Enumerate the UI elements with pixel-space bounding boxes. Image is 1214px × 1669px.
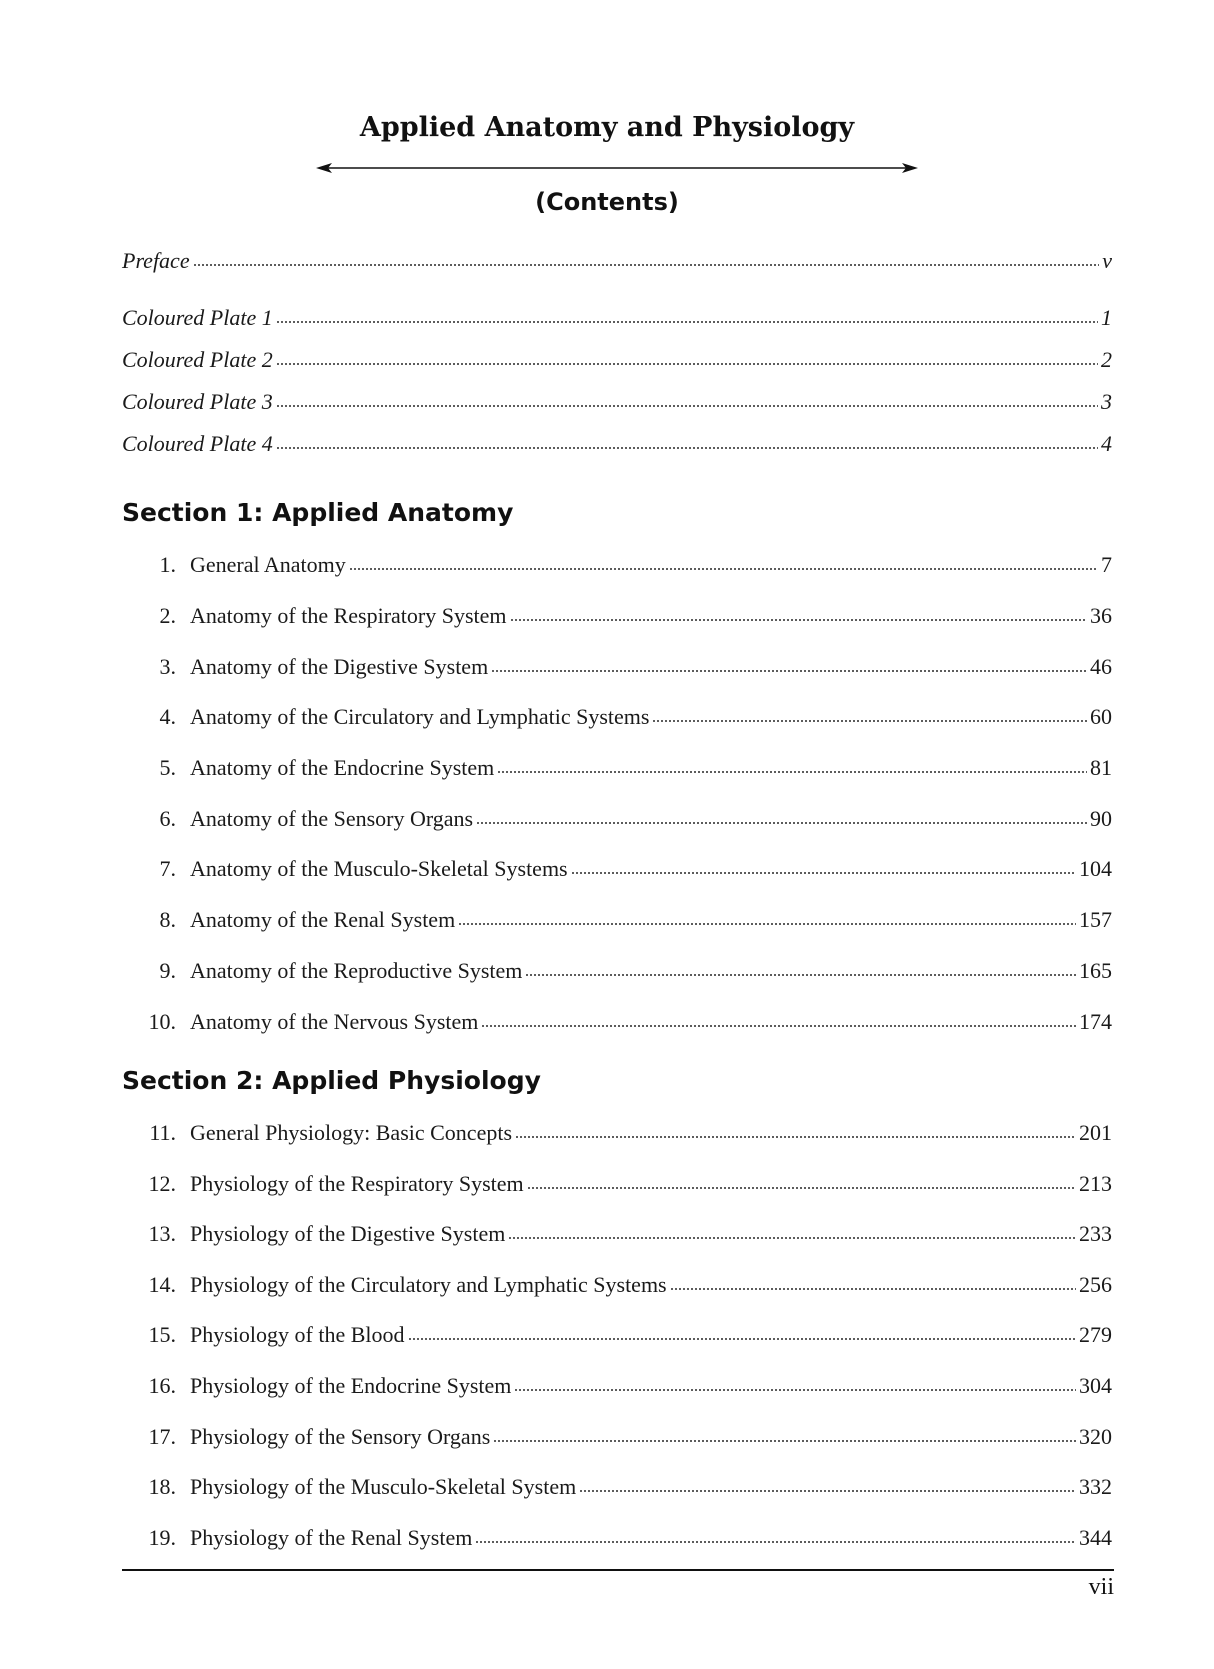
toc-entry-label: Anatomy of the Nervous System [190, 1009, 479, 1034]
page-title: Applied Anatomy and Physiology [359, 112, 855, 143]
toc-entry-coloured-plate-3[interactable] [122, 387, 1112, 417]
toc-entry-chapter-4[interactable] [122, 702, 1112, 732]
dot-leader [349, 566, 1098, 572]
toc-page-number: 46 [1090, 654, 1112, 679]
toc-entry-chapter-6[interactable] [122, 804, 1112, 834]
toc-page-number: 279 [1079, 1322, 1112, 1347]
dot-leader [497, 769, 1087, 775]
chapter-number: 19. [148, 1525, 176, 1550]
dot-leader [491, 668, 1087, 674]
chapter-number: 2. [159, 603, 176, 628]
toc-page-number: 256 [1079, 1272, 1112, 1297]
toc-entry-chapter-10[interactable] [122, 1007, 1112, 1037]
toc-entry-chapter-14[interactable] [122, 1270, 1112, 1300]
chapter-number: 16. [148, 1373, 176, 1398]
footer-rule [122, 1569, 1114, 1571]
toc-page-number: 344 [1079, 1525, 1112, 1550]
chapter-number: 5. [159, 755, 176, 780]
chapter-number: 1. [159, 552, 176, 577]
toc-entry-chapter-3[interactable] [122, 652, 1112, 682]
toc-entry-chapter-11[interactable] [122, 1118, 1112, 1148]
dot-leader [458, 921, 1076, 927]
dot-leader [476, 820, 1087, 826]
toc-entry-label: Physiology of the Musculo-Skeletal System [190, 1474, 577, 1499]
toc-entry-label: Physiology of the Respiratory System [190, 1171, 524, 1196]
dot-leader [481, 1023, 1076, 1029]
chapter-number: 13. [148, 1221, 176, 1246]
toc-page-number: 233 [1079, 1221, 1112, 1246]
toc-page-number: 90 [1090, 806, 1112, 831]
chapter-number: 18. [148, 1474, 176, 1499]
dot-leader [493, 1438, 1076, 1444]
toc-entry-label: Physiology of the Renal System [190, 1525, 473, 1550]
toc-page-number: 2 [1101, 347, 1112, 372]
toc-entry-label: Coloured Plate 3 [122, 389, 273, 414]
dot-leader [525, 972, 1076, 978]
toc-page-number: 320 [1079, 1424, 1112, 1449]
toc-entry-label: Coloured Plate 4 [122, 431, 273, 456]
dot-leader [652, 718, 1087, 724]
toc-page-number: 104 [1079, 856, 1112, 881]
toc-entry-label: Anatomy of the Digestive System [190, 654, 489, 679]
dot-leader [408, 1336, 1076, 1342]
dot-leader [276, 361, 1098, 367]
dot-leader [670, 1286, 1076, 1292]
toc-entry-label: Anatomy of the Respiratory System [190, 603, 507, 628]
toc-entry-label: Anatomy of the Endocrine System [190, 755, 495, 780]
toc-page-number: 165 [1079, 958, 1112, 983]
chapter-number: 4. [159, 704, 176, 729]
toc-page-number: 36 [1090, 603, 1112, 628]
toc-page-number: 81 [1090, 755, 1112, 780]
toc-entry-label: Anatomy of the Circulatory and Lymphatic Systems [190, 704, 650, 729]
chapter-number: 15. [148, 1322, 176, 1347]
chapter-number: 12. [148, 1171, 176, 1196]
toc-entry-label: Anatomy of the Reproductive System [190, 958, 523, 983]
toc-page-number: 3 [1101, 389, 1112, 414]
toc-entry-label: Physiology of the Circulatory and Lymphatic Systems [190, 1272, 667, 1297]
chapter-number: 11. [149, 1120, 176, 1145]
chapter-number: 3. [159, 654, 176, 679]
toc-entry-label: Anatomy of the Renal System [190, 907, 456, 932]
toc-entry-chapter-17[interactable] [122, 1422, 1112, 1452]
chapter-number: 14. [148, 1272, 176, 1297]
contents-subtitle: (Contents) [535, 188, 679, 216]
toc-entry-chapter-13[interactable] [122, 1219, 1112, 1249]
toc-entry-label: Preface [122, 248, 190, 273]
toc-entry-chapter-9[interactable] [122, 956, 1112, 986]
toc-page-number: 201 [1079, 1120, 1112, 1145]
toc-page-number: 1 [1101, 305, 1112, 330]
chapter-number: 17. [148, 1424, 176, 1449]
chapter-number: 8. [159, 907, 176, 932]
toc-entry-chapter-2[interactable] [122, 601, 1112, 631]
toc-entry-chapter-16[interactable] [122, 1371, 1112, 1401]
toc-page-number: 304 [1079, 1373, 1112, 1398]
dot-leader [276, 319, 1098, 325]
chapter-number: 10. [148, 1009, 176, 1034]
toc-page-number: 157 [1079, 907, 1112, 932]
double-arrow-divider [316, 160, 918, 176]
chapter-number: 6. [159, 806, 176, 831]
toc-entry-coloured-plate-2[interactable] [122, 345, 1112, 375]
toc-entry-label: Coloured Plate 2 [122, 347, 273, 372]
dot-leader [579, 1488, 1076, 1494]
toc-entry-chapter-1[interactable] [122, 550, 1112, 580]
dot-leader [276, 403, 1098, 409]
toc-entry-chapter-5[interactable] [122, 753, 1112, 783]
toc-page-number: 4 [1101, 431, 1112, 456]
dot-leader [193, 262, 1100, 268]
chapter-number: 9. [159, 958, 176, 983]
toc-entry-chapter-12[interactable] [122, 1169, 1112, 1199]
dot-leader [475, 1539, 1076, 1545]
toc-entry-label: Physiology of the Endocrine System [190, 1373, 512, 1398]
toc-entry-label: Physiology of the Blood [190, 1322, 405, 1347]
toc-entry-chapter-18[interactable] [122, 1472, 1112, 1502]
toc-entry-preface[interactable] [122, 246, 1112, 276]
toc-entry-label: General Anatomy [190, 552, 346, 577]
dot-leader [527, 1185, 1076, 1191]
toc-entry-coloured-plate-1[interactable] [122, 303, 1112, 333]
toc-entry-label: Physiology of the Sensory Organs [190, 1424, 491, 1449]
toc-entry-chapter-19[interactable] [122, 1523, 1112, 1553]
dot-leader [515, 1134, 1076, 1140]
page-folio: vii [1088, 1574, 1114, 1600]
toc-entry-chapter-8[interactable] [122, 905, 1112, 935]
dot-leader [510, 617, 1087, 623]
dot-leader [276, 445, 1098, 451]
toc-entry-chapter-15[interactable] [122, 1320, 1112, 1350]
toc-page-number: 7 [1101, 552, 1112, 577]
dot-leader [514, 1387, 1076, 1393]
toc-entry-label: Coloured Plate 1 [122, 305, 273, 330]
toc-page-number: 174 [1079, 1009, 1112, 1034]
toc-entry-chapter-7[interactable] [122, 854, 1112, 884]
toc-entry-label: Anatomy of the Sensory Organs [190, 806, 474, 831]
toc-entry-label: Anatomy of the Musculo-Skeletal Systems [190, 856, 568, 881]
section-heading-applied-physiology: Section 2: Applied Physiology [122, 1066, 541, 1095]
dot-leader [508, 1235, 1076, 1241]
chapter-number: 7. [159, 856, 176, 881]
section-heading-applied-anatomy: Section 1: Applied Anatomy [122, 498, 514, 527]
toc-entry-coloured-plate-4[interactable] [122, 429, 1112, 459]
toc-page-number: v [1102, 248, 1112, 273]
toc-page-number: 332 [1079, 1474, 1112, 1499]
toc-page-number: 213 [1079, 1171, 1112, 1196]
dot-leader [571, 870, 1076, 876]
toc-entry-label: General Physiology: Basic Concepts [190, 1120, 513, 1145]
toc-page-number: 60 [1090, 704, 1112, 729]
toc-entry-label: Physiology of the Digestive System [190, 1221, 506, 1246]
